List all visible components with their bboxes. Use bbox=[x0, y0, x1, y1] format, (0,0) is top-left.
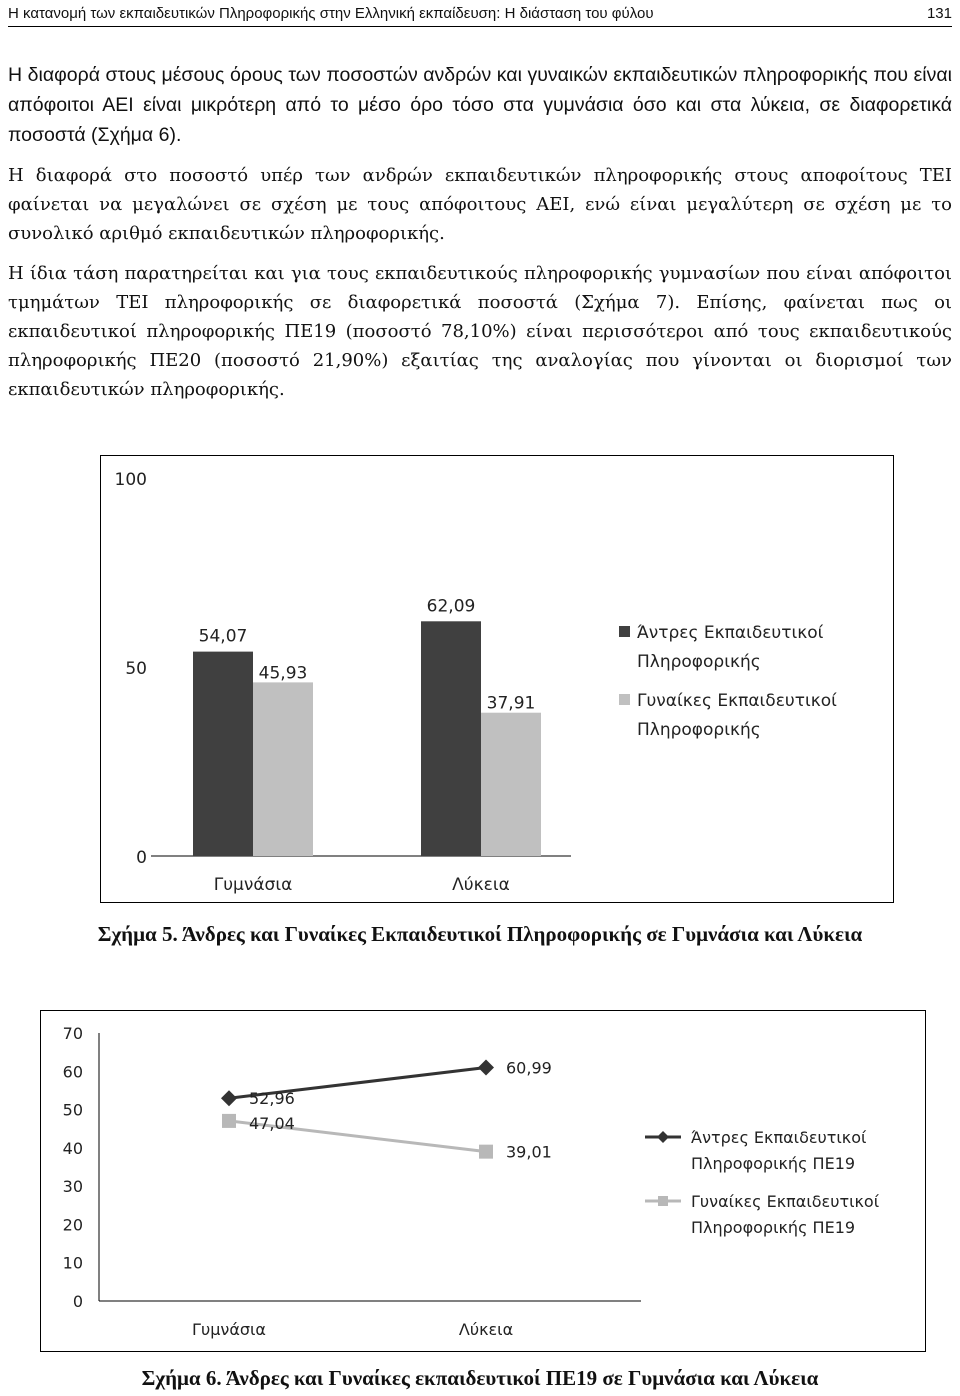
legend-label: Πληροφορικής bbox=[637, 720, 761, 740]
y-tick-label: 10 bbox=[62, 1253, 83, 1273]
legend-label: Πληροφορικής bbox=[637, 652, 761, 672]
x-category-label: Γυμνάσια bbox=[192, 1320, 266, 1339]
header-title: Η κατανομή των εκπαιδευτικών Πληροφορικής στην Ελληνική εκπαίδευση: Η διάσταση του φύλου bbox=[8, 4, 654, 22]
bar bbox=[193, 652, 253, 856]
figure-5-caption: Σχήμα 5. Άνδρες και Γυναίκες Εκπαιδευτικοί Πληροφορικής σε Γυμνάσια και Λύκεια bbox=[97, 922, 863, 946]
x-category-label: Λύκεια bbox=[452, 875, 510, 895]
y-tick-label: 50 bbox=[125, 659, 147, 679]
legend-label: Άντρες Εκπαιδευτικοί bbox=[691, 1128, 867, 1147]
y-tick-label: 20 bbox=[62, 1215, 83, 1235]
legend-label: Πληροφορικής ΠΕ19 bbox=[691, 1154, 856, 1173]
y-tick-label: 70 bbox=[62, 1024, 83, 1043]
bar-data-label: 62,09 bbox=[426, 596, 476, 617]
y-tick-label: 30 bbox=[62, 1177, 83, 1197]
running-header bbox=[8, 0, 952, 27]
legend-label: Γυναίκες Εκπαιδευτικοί bbox=[691, 1192, 880, 1211]
legend-marker bbox=[658, 1196, 668, 1206]
figure-6-line-chart bbox=[40, 1010, 926, 1352]
bar bbox=[253, 682, 313, 856]
y-tick-label: 0 bbox=[72, 1292, 83, 1311]
legend-label: Γυναίκες Εκπαιδευτικοί bbox=[637, 691, 837, 711]
y-tick-label: 60 bbox=[62, 1062, 83, 1082]
x-category-label: Λύκεια bbox=[458, 1320, 514, 1339]
point-data-label: 60,99 bbox=[506, 1058, 552, 1078]
y-tick-label: 100 bbox=[114, 470, 147, 490]
paragraph-1: Η διαφορά στους μέσους όρους των ποσοστών ανδρών και γυναικών εκπαιδευτικών πληροφορικής που είναι απόφοιτοι ΑΕΙ είναι μικρότερη από το μέσο όρο τόσο στα γυμνάσια όσο και στα λύκεια, σε διαφορετικά ποσοστά (Σχήμα 6). bbox=[8, 64, 952, 146]
figure-5-bar-chart bbox=[100, 455, 894, 903]
legend-marker bbox=[657, 1131, 669, 1143]
legend-swatch bbox=[619, 626, 630, 637]
legend-swatch bbox=[619, 694, 630, 705]
bar bbox=[421, 621, 481, 856]
point-data-label: 39,01 bbox=[506, 1142, 552, 1162]
data-point-marker bbox=[478, 1059, 494, 1075]
paragraph-3: Η ίδια τάση παρατηρείται και για τους εκπαιδευτικούς πληροφορικής γυμνασίων που είναι απόφοιτοι τμημάτων ΤΕΙ πληροφορικής σε διαφορετικά ποσοστά (Σχήμα 7). Επίσης, φαίνεται πως οι εκπαιδευτικοί πληροφορικής ΠΕ19 (ποσοστό 78,10%) είναι περισσότεροι από τους εκπαιδευτικούς πληροφορικής ΠΕ20 (ποσοστό 21,90%) εξαιτίας της αναλογίας που γίνονται οι διορισμοί των εκπαιδευτικών πληροφορικής. bbox=[8, 263, 952, 400]
bar bbox=[481, 713, 541, 856]
point-data-label: 47,04 bbox=[249, 1113, 295, 1133]
bar-data-label: 45,93 bbox=[258, 663, 308, 684]
data-point-marker bbox=[222, 1114, 236, 1128]
y-tick-label: 50 bbox=[62, 1100, 83, 1120]
data-point-marker bbox=[221, 1090, 237, 1106]
y-tick-label: 0 bbox=[136, 848, 147, 868]
bar-chart-svg bbox=[101, 456, 893, 902]
legend-label: Πληροφορικής ΠΕ19 bbox=[691, 1218, 856, 1237]
bar-data-label: 54,07 bbox=[198, 626, 248, 647]
legend-label: Άντρες Εκπαιδευτικοί bbox=[637, 623, 824, 643]
bar-data-label: 37,91 bbox=[486, 693, 536, 714]
point-data-label: 52,96 bbox=[249, 1089, 295, 1109]
x-category-label: Γυμνάσια bbox=[213, 875, 293, 895]
data-point-marker bbox=[479, 1145, 493, 1159]
paragraph-2: Η διαφορά στο ποσοστό υπέρ των ανδρών εκπαιδευτικών πληροφορικής στους αποφοίτους ΤΕΙ φαίνεται να μεγαλώνει σε σχέση με τους απόφοιτους ΑΕΙ, ενώ είναι μεγαλύτερη σε σχέση με το συνολικό αριθμό εκπαιδευτικών πληροφορικής. bbox=[8, 165, 952, 244]
y-tick-label: 40 bbox=[62, 1138, 83, 1158]
line-chart-svg bbox=[41, 1011, 925, 1351]
page-number: 131 bbox=[926, 4, 952, 22]
figure-6-caption: Σχήμα 6. Άνδρες και Γυναίκες εκπαιδευτικοί ΠΕ19 σε Γυμνάσια και Λύκεια bbox=[141, 1366, 819, 1390]
